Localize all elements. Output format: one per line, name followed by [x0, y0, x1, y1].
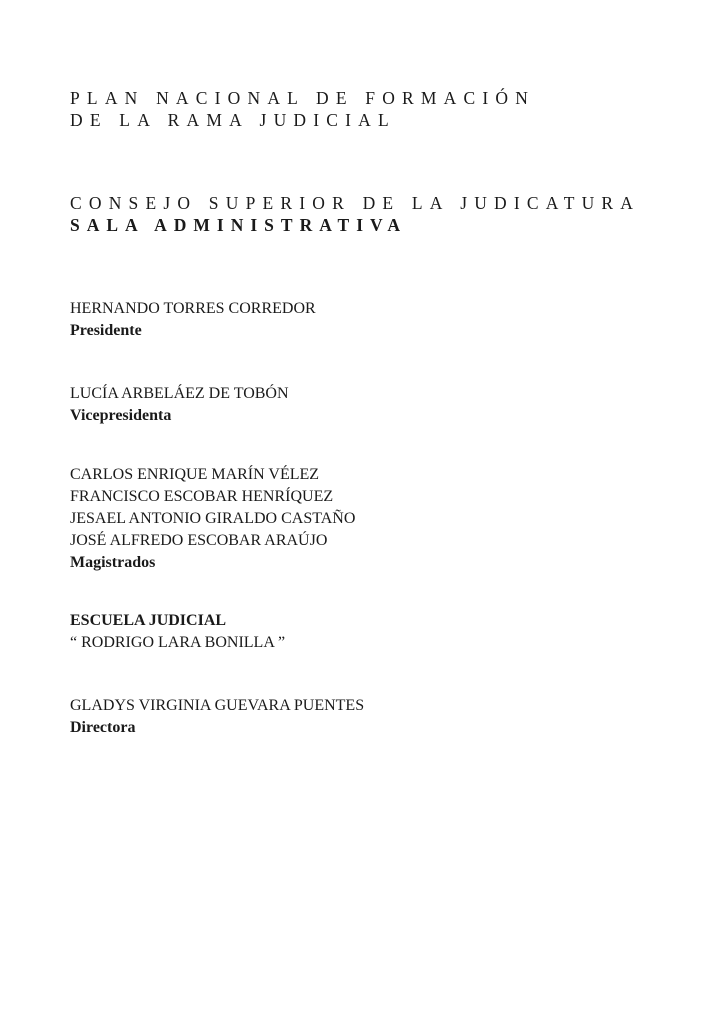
magistrados-entry: [70, 464, 355, 574]
consejo-heading: [70, 192, 640, 236]
magistrados-role: Magistrados: [70, 554, 156, 571]
magistrado-name: CARLOS ENRIQUE MARÍN VÉLEZ: [70, 466, 320, 483]
plan-heading-line-2: DE LA RAMA JUDICIAL: [70, 110, 396, 130]
magistrado-name: JESAEL ANTONIO GIRALDO CASTAÑO: [70, 510, 356, 527]
plan-heading: [70, 87, 535, 131]
vicepresidenta-role: Vicepresidenta: [70, 407, 172, 424]
presidente-entry: [70, 298, 316, 342]
magistrado-name: FRANCISCO ESCOBAR HENRÍQUEZ: [70, 488, 334, 505]
vicepresidenta-name: LUCÍA ARBELÁEZ DE TOBÓN: [70, 385, 289, 402]
escuela-title: ESCUELA JUDICIAL: [70, 612, 227, 629]
plan-heading-line-1: PLAN NACIONAL DE FORMACIÓN: [70, 88, 536, 108]
presidente-name: HERNANDO TORRES CORREDOR: [70, 300, 316, 317]
directora-name: GLADYS VIRGINIA GUEVARA PUENTES: [70, 697, 365, 714]
magistrado-name: JOSÉ ALFREDO ESCOBAR ARAÚJO: [70, 532, 328, 549]
directora-entry: [70, 695, 364, 739]
vicepresidenta-entry: [70, 383, 289, 427]
consejo-heading-line-1: CONSEJO SUPERIOR DE LA JUDICATURA: [70, 193, 641, 213]
consejo-heading-line-2: SALA ADMINISTRATIVA: [70, 215, 408, 235]
escuela-subtitle: “ RODRIGO LARA BONILLA ”: [70, 634, 286, 651]
directora-role: Directora: [70, 719, 136, 736]
presidente-role: Presidente: [70, 322, 142, 339]
escuela-entry: [70, 610, 285, 654]
